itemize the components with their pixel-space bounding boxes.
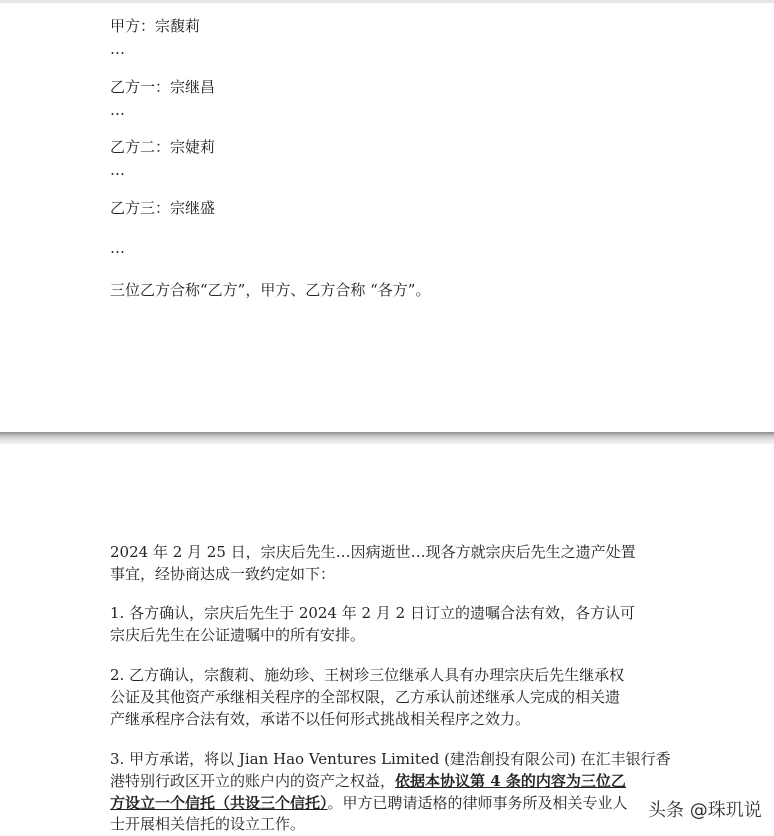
intro-line: 2024 年 2 月 25 日，宗庆后先生…因病逝世…现各方就宗庆后先生之遗产处置 xyxy=(110,543,636,561)
party-b2-line: 乙方二：宗婕莉 xyxy=(110,138,216,156)
clause-3-text: 。甲方已聘请适格的律师事务所及相关专业人 xyxy=(327,794,628,812)
clause-3-line xyxy=(110,793,628,813)
page-separator xyxy=(0,432,774,444)
clause-1-line: 宗庆后先生在公证遗嘱中的所有安排。 xyxy=(110,626,366,644)
party-b3-line: 乙方三：宗继盛 xyxy=(110,199,216,217)
clause-3-emphasis: 依据本协议第 4 条的内容为三位乙 xyxy=(395,772,626,790)
ellipsis: … xyxy=(110,40,125,58)
clause-2-line: 公证及其他资产承继相关程序的全部权限，乙方承认前述继承人完成的相关遗 xyxy=(110,688,621,706)
clause-3-line: 士开展相关信托的设立工作。 xyxy=(110,815,306,833)
clause-2-line: 产继承程序合法有效，承诺不以任何形式挑战相关程序之效力。 xyxy=(110,710,531,728)
collective-name-note: 三位乙方合称“乙方”，甲方、乙方合称 “各方”。 xyxy=(110,281,431,299)
party-b1-line: 乙方一：宗继昌 xyxy=(110,78,216,96)
page-top-edge xyxy=(0,0,774,3)
party-a-line: 甲方：宗馥莉 xyxy=(110,17,201,35)
watermark: 头条 @珠玑说 xyxy=(648,800,762,821)
ellipsis: … xyxy=(110,239,125,257)
clause-1-line: 1. 各方确认，宗庆后先生于 2024 年 2 月 2 日订立的遗嘱合法有效，各方认可 xyxy=(110,604,635,622)
clause-3-line xyxy=(110,771,626,791)
clause-3-text: 港特别行政区开立的账户内的资产之权益， xyxy=(110,772,396,790)
clause-2-line: 2. 乙方确认，宗馥莉、施幼珍、王树珍三位继承人具有办理宗庆后先生继承权 xyxy=(110,666,625,684)
ellipsis: … xyxy=(110,161,125,179)
intro-line: 事宜，经协商达成一致约定如下： xyxy=(110,565,336,583)
clause-3-line: 3. 甲方承诺，将以 Jian Hao Ventures Limited (建浩創投有限公司) 在汇丰银行香 xyxy=(110,750,671,768)
clause-3-emphasis: 方设立一个信托（共设三个信托） xyxy=(110,794,328,812)
ellipsis: … xyxy=(110,101,125,119)
